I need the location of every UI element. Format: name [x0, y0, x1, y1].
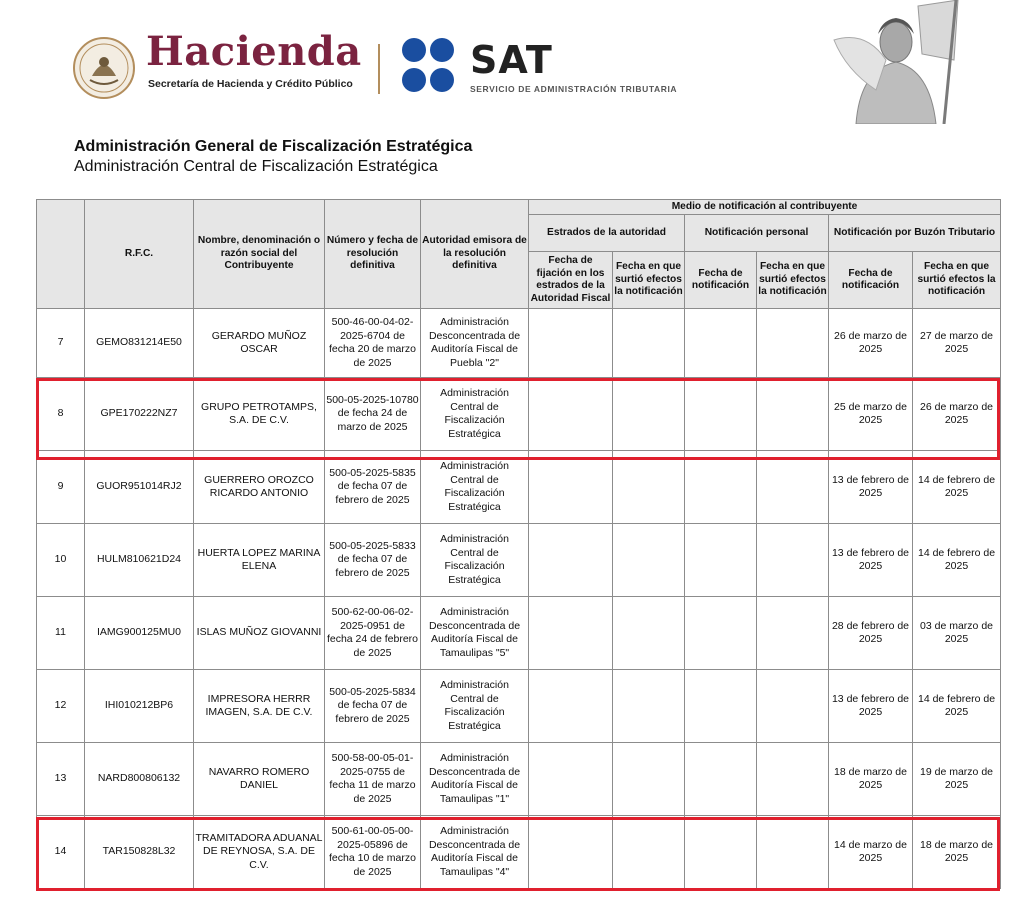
hacienda-logo-text: Hacienda — [146, 28, 362, 75]
row-personal-surtio — [757, 816, 829, 889]
row-buzon-surtio: 18 de marzo de 2025 — [913, 816, 1001, 889]
row-autoridad: Administración Central de Fiscalización Estratégica — [421, 524, 529, 597]
row-buzon-fecha: 18 de marzo de 2025 — [829, 743, 913, 816]
header-personal: Notificación personal — [685, 215, 829, 252]
row-nombre: GUERRERO OROZCO RICARDO ANTONIO — [194, 451, 325, 524]
row-buzon-surtio: 27 de marzo de 2025 — [913, 309, 1001, 378]
row-number: 13 — [37, 743, 85, 816]
row-resolucion: 500-46-00-04-02-2025-6704 de fecha 20 de marzo de 2025 — [325, 309, 421, 378]
table-row — [37, 597, 1001, 670]
row-personal-surtio — [757, 378, 829, 451]
row-number: 7 — [37, 309, 85, 378]
row-rfc: GPE170222NZ7 — [85, 378, 194, 451]
row-autoridad: Administración Desconcentrada de Auditoría Fiscal de Puebla "2" — [421, 309, 529, 378]
row-estrados-surtio — [613, 309, 685, 378]
row-personal-fecha — [685, 670, 757, 743]
row-estrados-surtio — [613, 743, 685, 816]
row-personal-surtio — [757, 451, 829, 524]
row-buzon-surtio: 14 de febrero de 2025 — [913, 524, 1001, 597]
row-resolucion: 500-05-2025-10780 de fecha 24 de marzo de 2025 — [325, 378, 421, 451]
row-number: 14 — [37, 816, 85, 889]
row-personal-fecha — [685, 816, 757, 889]
row-estrados-surtio — [613, 597, 685, 670]
row-buzon-fecha: 13 de febrero de 2025 — [829, 670, 913, 743]
row-number: 10 — [37, 524, 85, 597]
row-rfc: GEMO831214E50 — [85, 309, 194, 378]
hacienda-subtitle: Secretaría de Hacienda y Crédito Público — [148, 78, 353, 90]
row-nombre: GRUPO PETROTAMPS, S.A. DE C.V. — [194, 378, 325, 451]
row-personal-fecha — [685, 743, 757, 816]
header-num — [37, 200, 85, 309]
table-row — [37, 816, 1001, 889]
row-estrados-surtio — [613, 451, 685, 524]
row-rfc: HULM810621D24 — [85, 524, 194, 597]
org-subtitle: Administración Central de Fiscalización Estratégica — [74, 158, 438, 175]
row-personal-fecha — [685, 451, 757, 524]
row-personal-surtio — [757, 524, 829, 597]
row-estrados-fijacion — [529, 451, 613, 524]
row-estrados-surtio — [613, 378, 685, 451]
row-autoridad: Administración Desconcentrada de Auditoría Fiscal de Tamaulipas "4" — [421, 816, 529, 889]
header-medio: Medio de notificación al contribuyente — [529, 200, 1001, 215]
row-number: 9 — [37, 451, 85, 524]
row-nombre: GERARDO MUÑOZ OSCAR — [194, 309, 325, 378]
heroine-flag-illustration-icon — [826, 0, 966, 124]
table-row — [37, 524, 1001, 597]
row-buzon-fecha: 25 de marzo de 2025 — [829, 378, 913, 451]
row-nombre: TRAMITADORA ADUANAL DE REYNOSA, S.A. DE C.V. — [194, 816, 325, 889]
header-autoridad: Autoridad emisora de la resolución definitiva — [421, 200, 529, 309]
row-autoridad: Administración Central de Fiscalización Estratégica — [421, 670, 529, 743]
row-resolucion: 500-05-2025-5834 de fecha 07 de febrero de 2025 — [325, 670, 421, 743]
header-estrados-fijacion: Fecha de fijación en los estrados de la Autoridad Fiscal — [529, 252, 613, 309]
notification-table — [36, 199, 1001, 889]
row-buzon-fecha: 26 de marzo de 2025 — [829, 309, 913, 378]
row-estrados-surtio — [613, 816, 685, 889]
row-rfc: GUOR951014RJ2 — [85, 451, 194, 524]
row-rfc: IAMG900125MU0 — [85, 597, 194, 670]
table-row — [37, 309, 1001, 378]
row-estrados-fijacion — [529, 378, 613, 451]
header-estrados: Estrados de la autoridad — [529, 215, 685, 252]
sat-logo-icon — [398, 36, 462, 96]
row-personal-surtio — [757, 309, 829, 378]
row-personal-fecha — [685, 309, 757, 378]
row-number: 11 — [37, 597, 85, 670]
row-rfc: IHI010212BP6 — [85, 670, 194, 743]
row-resolucion: 500-05-2025-5835 de fecha 07 de febrero de 2025 — [325, 451, 421, 524]
row-autoridad: Administración Central de Fiscalización Estratégica — [421, 451, 529, 524]
row-estrados-fijacion — [529, 743, 613, 816]
row-estrados-fijacion — [529, 670, 613, 743]
row-personal-surtio — [757, 597, 829, 670]
row-rfc: NARD800806132 — [85, 743, 194, 816]
header-personal-surtio: Fecha en que surtió efectos la notificación — [757, 252, 829, 309]
org-title: Administración General de Fiscalización Estratégica — [74, 138, 473, 155]
row-buzon-surtio: 19 de marzo de 2025 — [913, 743, 1001, 816]
row-buzon-fecha: 28 de febrero de 2025 — [829, 597, 913, 670]
row-nombre: NAVARRO ROMERO DANIEL — [194, 743, 325, 816]
table-row — [37, 743, 1001, 816]
row-estrados-fijacion — [529, 597, 613, 670]
row-estrados-surtio — [613, 670, 685, 743]
mexico-coat-of-arms-icon — [72, 36, 136, 100]
logo-divider — [378, 44, 380, 94]
row-nombre: HUERTA LOPEZ MARINA ELENA — [194, 524, 325, 597]
row-buzon-fecha: 13 de febrero de 2025 — [829, 524, 913, 597]
row-buzon-surtio: 14 de febrero de 2025 — [913, 670, 1001, 743]
table-row — [37, 378, 1001, 451]
row-personal-fecha — [685, 378, 757, 451]
row-buzon-surtio: 14 de febrero de 2025 — [913, 451, 1001, 524]
header-nombre: Nombre, denominación o razón social del Contribuyente — [194, 200, 325, 309]
row-autoridad: Administración Desconcentrada de Auditoría Fiscal de Tamaulipas "5" — [421, 597, 529, 670]
row-number: 12 — [37, 670, 85, 743]
row-personal-fecha — [685, 524, 757, 597]
row-nombre: IMPRESORA HERRR IMAGEN, S.A. DE C.V. — [194, 670, 325, 743]
row-resolucion: 500-05-2025-5833 de fecha 07 de febrero de 2025 — [325, 524, 421, 597]
document-header — [0, 0, 1024, 130]
row-personal-surtio — [757, 743, 829, 816]
row-resolucion: 500-62-00-06-02-2025-0951 de fecha 24 de febrero de 2025 — [325, 597, 421, 670]
header-estrados-surtio: Fecha en que surtió efectos la notificación — [613, 252, 685, 309]
row-buzon-surtio: 26 de marzo de 2025 — [913, 378, 1001, 451]
header-personal-fecha: Fecha de notificación — [685, 252, 757, 309]
row-estrados-fijacion — [529, 816, 613, 889]
row-estrados-surtio — [613, 524, 685, 597]
header-buzon-surtio: Fecha en que surtió efectos la notificación — [913, 252, 1001, 309]
row-personal-fecha — [685, 597, 757, 670]
row-buzon-fecha: 14 de marzo de 2025 — [829, 816, 913, 889]
row-estrados-fijacion — [529, 309, 613, 378]
table-row — [37, 451, 1001, 524]
row-autoridad: Administración Desconcentrada de Auditoría Fiscal de Tamaulipas "1" — [421, 743, 529, 816]
header-buzon: Notificación por Buzón Tributario — [829, 215, 1001, 252]
row-personal-surtio — [757, 670, 829, 743]
row-buzon-fecha: 13 de febrero de 2025 — [829, 451, 913, 524]
header-buzon-fecha: Fecha de notificación — [829, 252, 913, 309]
row-rfc: TAR150828L32 — [85, 816, 194, 889]
table-row — [37, 670, 1001, 743]
sat-logo-text: SAT — [470, 38, 553, 82]
row-resolucion: 500-58-00-05-01-2025-0755 de fecha 11 de marzo de 2025 — [325, 743, 421, 816]
row-nombre: ISLAS MUÑOZ GIOVANNI — [194, 597, 325, 670]
row-autoridad: Administración Central de Fiscalización Estratégica — [421, 378, 529, 451]
row-resolucion: 500-61-00-05-00-2025-05896 de fecha 10 de marzo de 2025 — [325, 816, 421, 889]
header-rfc: R.F.C. — [85, 200, 194, 309]
row-buzon-surtio: 03 de marzo de 2025 — [913, 597, 1001, 670]
row-estrados-fijacion — [529, 524, 613, 597]
row-number: 8 — [37, 378, 85, 451]
sat-subtitle: SERVICIO DE ADMINISTRACIÓN TRIBUTARIA — [470, 84, 678, 94]
header-numero: Número y fecha de resolución definitiva — [325, 200, 421, 309]
